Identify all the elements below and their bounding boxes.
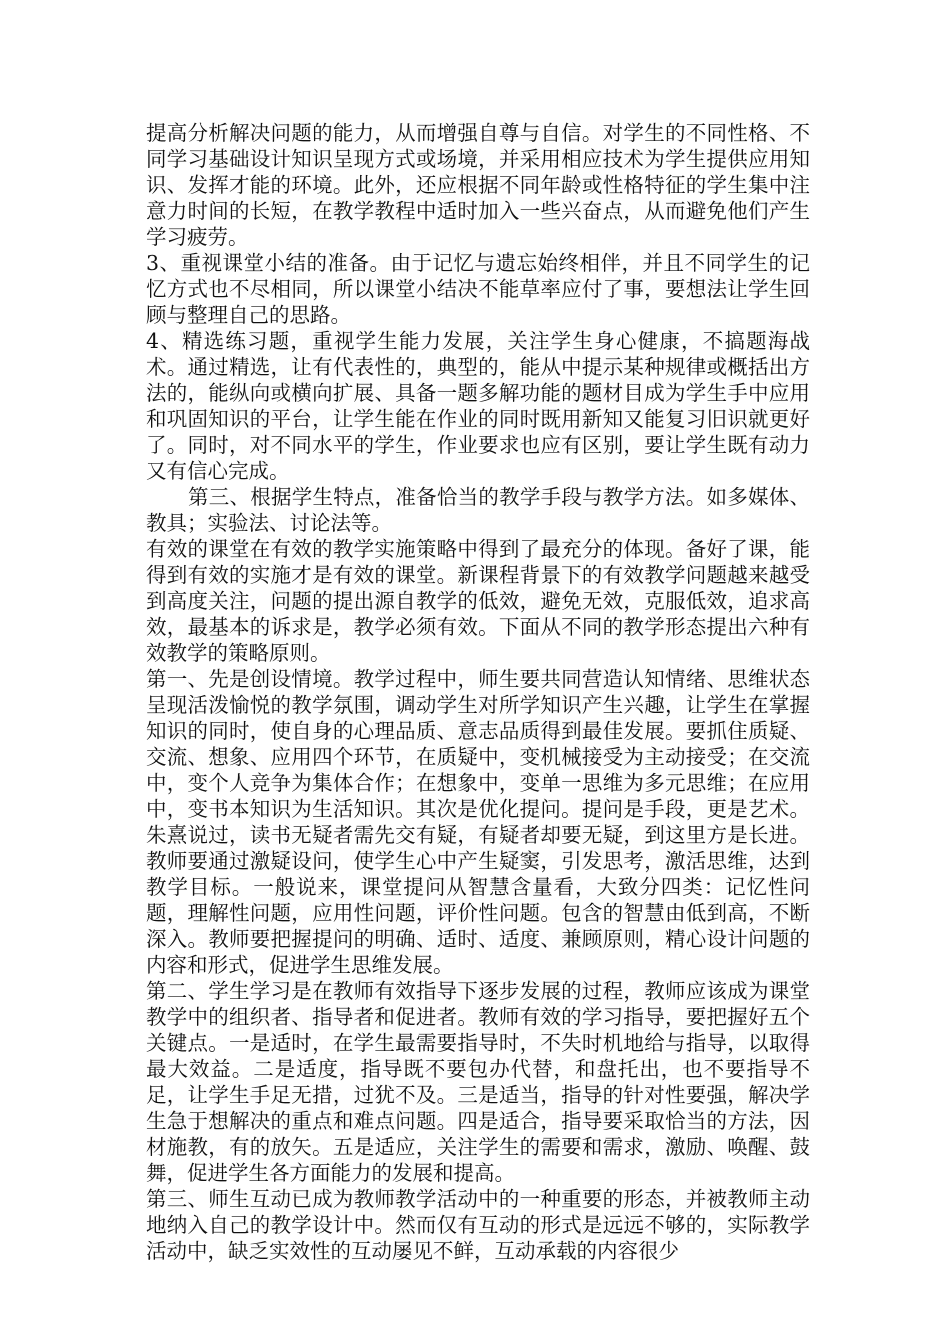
document-page: [146, 120, 810, 1264]
paragraph-third-teaching-methods: 第三、根据学生特点，准备恰当的教学手段与教学方法。如多媒体、教具；实验法、讨论法等。: [146, 485, 810, 535]
paragraph-first-create-situation: 第一、先是创设情境。教学过程中，师生要共同营造认知情绪、思维状态呈现活泼愉悦的教学氛围，调动学生对所学知识产生兴趣，让学生在掌握知识的同时，使自身的心理品质、意志品质得到最佳发展。要抓住质疑、交流、想象、应用四个环节，在质疑中，变机械接受为主动接受；在交流中，变个人竞争为集体合作；在想象中，变单一思维为多元思维；在应用中，变书本知识为生活知识。其次是优化提问。提问是手段，更是艺术。朱熹说过，读书无疑者需先交有疑，有疑者却要无疑，到这里方是长进。教师要通过激疑设问，使学生心中产生疑窦，引发思考，激活思维，达到教学目标。一般说来，课堂提问从智慧含量看，大致分四类：记忆性问题，理解性问题，应用性问题，评价性问题。包含的智慧由低到高，不断深入。教师要把握提问的明确、适时、适度、兼顾原则，精心设计问题的内容和形式，促进学生思维发展。: [146, 667, 810, 977]
paragraph-third-interaction: 第三、师生互动已成为教师教学活动中的一种重要的形态，并被教师主动地纳入自己的教学设计中。然而仅有互动的形式是远远不够的，实际教学活动中，缺乏实效性的互动屡见不鲜，互动承载的内容很少: [146, 1187, 810, 1263]
paragraph-item-3-class-summary: 3、重视课堂小结的准备。由于记忆与遗忘始终相伴，并且不同学生的记忆方式也不尽相同，所以课堂小结决不能草率应付了事，要想法让学生回顾与整理自己的思路。: [146, 251, 810, 327]
paragraph-effective-classroom: 有效的课堂在有效的教学实施策略中得到了最充分的体现。备好了课，能得到有效的实施才是有效的课堂。新课程背景下的有效教学问题越来越受到高度关注，问题的提出源自教学的低效，避免无效，克服低效，追求高效，最基本的诉求是，教学必须有效。下面从不同的教学形态提出六种有效教学的策略原则。: [146, 537, 810, 665]
paragraph-second-guidance: 第二、学生学习是在教师有效指导下逐步发展的过程，教师应该成为课堂教学中的组织者、指导者和促进者。教师有效的学习指导，要把握好五个关键点。一是适时，在学生最需要指导时，不失时机地给与指导，以取得最大效益。二是适度，指导既不要包办代替，和盘托出，也不要指导不足，让学生手足无措，过犹不及。三是适当，指导的针对性要强，解决学生急于想解决的重点和难点问题。四是适合，指导要采取恰当的方法，因材施教，有的放矢。五是适应，关注学生的需要和需求，激励、唤醒、鼓舞，促进学生各方面能力的发展和提高。: [146, 979, 810, 1185]
paragraph-continuation: 提高分析解决问题的能力，从而增强自尊与自信。对学生的不同性格、不同学习基础设计知识呈现方式或场境，并采用相应技术为学生提供应用知识、发挥才能的环境。此外，还应根据不同年龄或性格特征的学生集中注意力时间的长短，在教学教程中适时加入一些兴奋点，从而避免他们产生学习疲劳。: [146, 121, 810, 249]
paragraph-item-4-exercises: 4、精选练习题，重视学生能力发展，关注学生身心健康，不搞题海战术。通过精选，让有代表性的，典型的，能从中提示某种规律或概括出方法的，能纵向或横向扩展、具备一题多解功能的题材目成为学生手中应用和巩固知识的平台，让学生能在作业的同时既用新知又能复习旧识就更好了。同时，对不同水平的学生，作业要求也应有区别，要让学生既有动力又有信心完成。: [146, 329, 810, 483]
